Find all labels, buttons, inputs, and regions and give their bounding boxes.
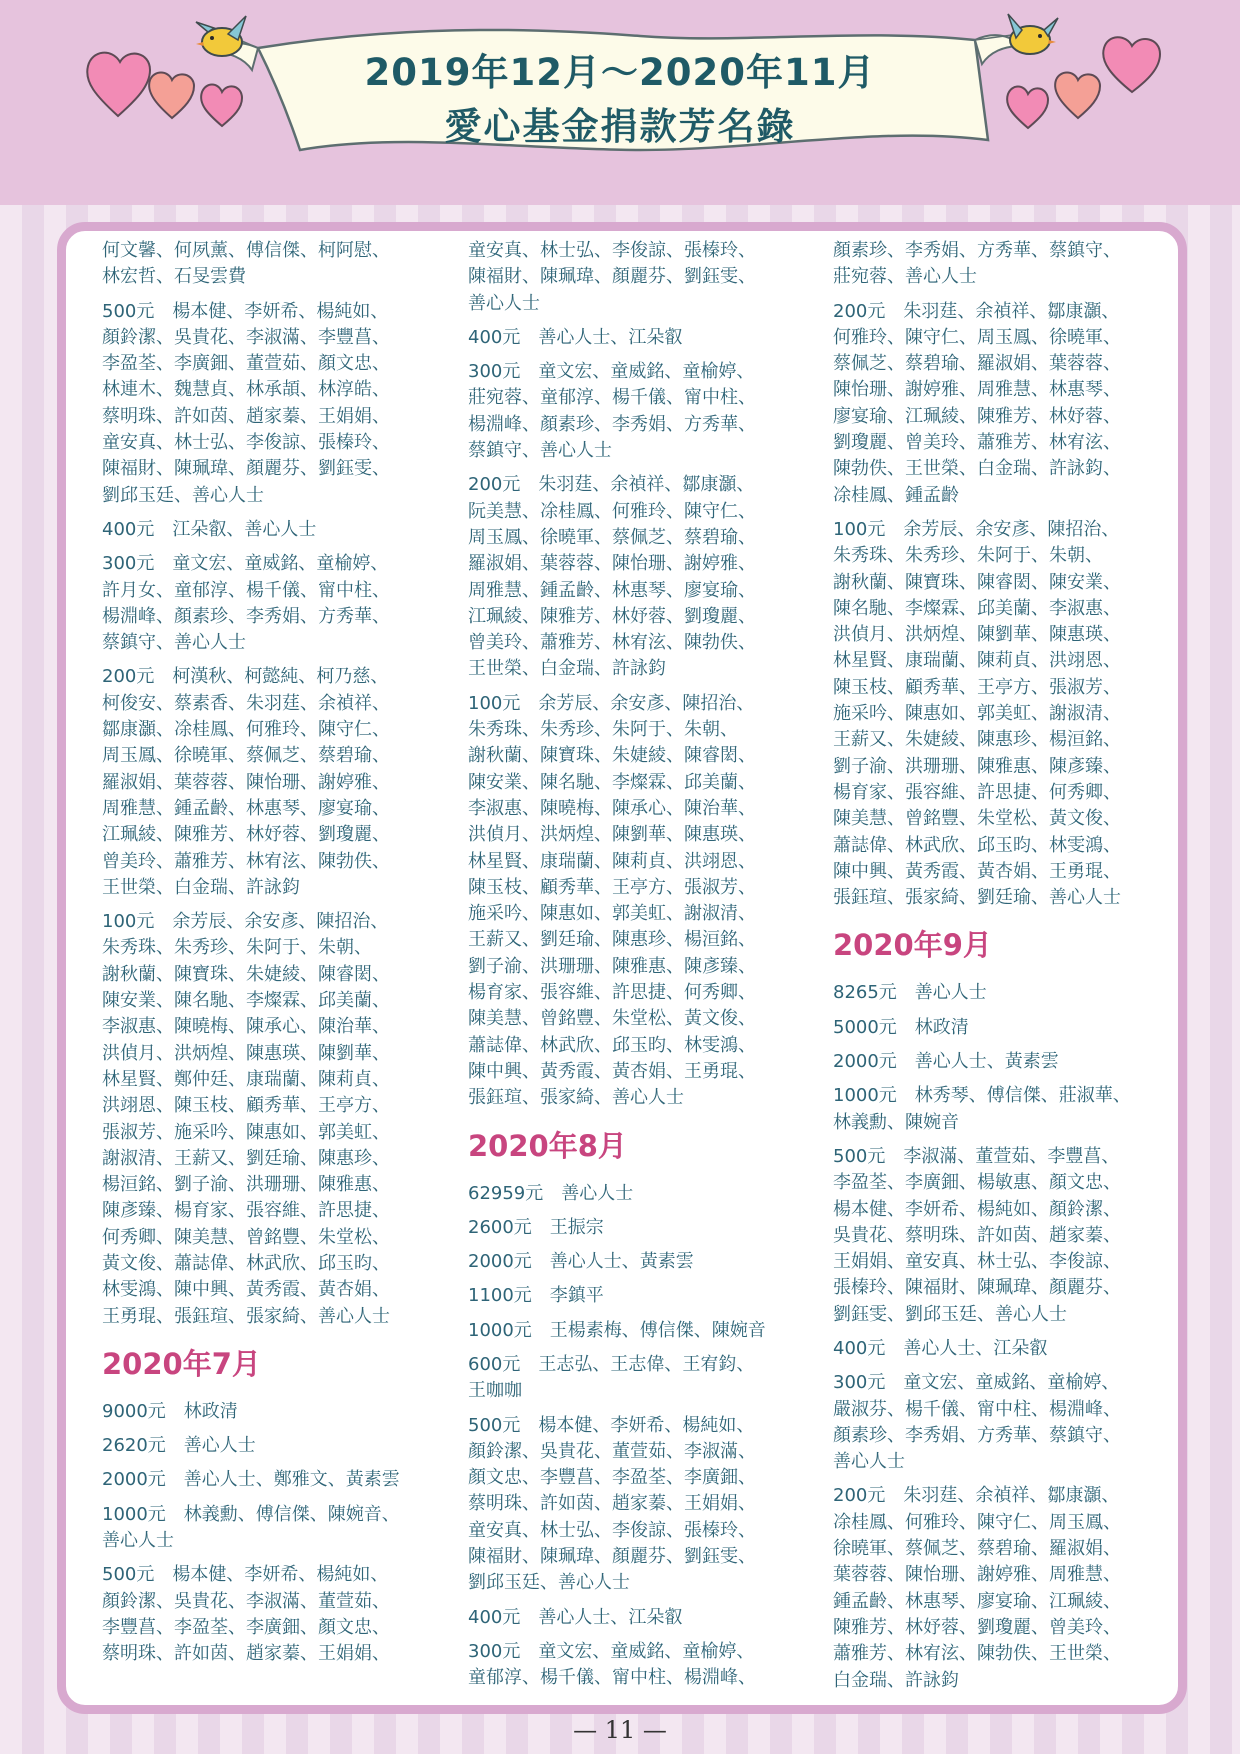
donor-entry: 100元 余芳辰、余安彥、陳招治、 朱秀珠、朱秀珍、朱阿于、朱朝、 謝秋蘭、陳寶珠、朱婕綾、陳睿閎、 陳安業、陳名馳、李燦霖、邱美蘭、 李淑惠、陳曉梅、陳承心、陳治華、 洪偵月、洪炳煌、陳劉華、陳惠瑛、 林星賢、康瑞蘭、陳莉貞、洪翊恩、 陳玉枝、顧秀華、王亭方、張淑芳、 施采吟、陳惠如、郭美虹、謝淑清、 王薪又、劉廷瑜、陳惠珍、楊洹銘、 劉子渝、洪珊珊、陳雅惠、陳彥臻、 楊育家、張容維、許思捷、何秀卿、 陳美慧、曾銘豐、朱堂松、黃文俊、 蕭誌偉、林武欣、邱玉昀、林雯鴻、 陳中興、黃秀霞、黃杏娟、王勇琨、 張鈺瑄、張家綺、善心人士 [468, 692, 756, 1109]
donor-entry: 1000元 王楊素梅、傅信傑、陳婉音 [468, 1319, 766, 1341]
donor-entry: 1000元 林秀琴、傅信傑、莊淑華、 林義勳、陳婉音 [833, 1085, 1131, 1133]
donor-entry: 8265元 善心人士 [833, 982, 987, 1004]
page-title-line1: 2019年12月～2020年11月 [364, 51, 876, 94]
donor-entry: 100元 余芳辰、余安彥、陳招治、 朱秀珠、朱秀珍、朱阿于、朱朝、 謝秋蘭、陳寶珠、朱婕綾、陳睿閎、 陳安業、陳名馳、李燦霖、邱美蘭、 李淑惠、陳曉梅、陳承心、陳治華、 洪偵月、洪炳煌、陳惠瑛、陳劉華、 林星賢、鄭仲廷、康瑞蘭、陳莉貞、 洪翊恩、陳玉枝、顧秀華、王亭方、 張淑芳、施采吟、陳惠如、郭美虹、 謝淑清、王薪又、劉廷瑜、陳惠珍、 楊洹銘、劉子渝、洪珊珊、陳雅惠、 陳彥臻、楊育家、張容維、許思捷、 何秀卿、陳美慧、曾銘豐、朱堂松、 黃文俊、蕭誌偉、林武欣、邱玉昀、 林雯鴻、陳中興、黃秀霞、黃杏娟、 王勇琨、張鈺瑄、張家綺、善心人士 [102, 911, 390, 1327]
donor-entry: 5000元 林政清 [833, 1016, 969, 1038]
donor-entry: 200元 柯漢秋、柯懿純、柯乃慈、 柯俊安、蔡素香、朱羽莛、余禎祥、 鄒康灝、凃桂鳳、何雅玲、陳守仁、 周玉鳳、徐曉軍、蔡佩芝、蔡碧瑜、 羅淑娟、葉蓉蓉、陳怡珊、謝婷雅、 周雅慧、鍾孟齡、林惠琴、廖宴瑜、 江珮綾、陳雅芳、林妤蓉、劉瓊麗、 曾美玲、蕭雅芳、林宥泫、陳勃佚、 王世榮、白金瑞、許詠鈞 [102, 666, 390, 898]
column-1 [102, 238, 432, 1676]
donor-entry: 500元 楊本健、李妍希、楊純如、 顏鈴潔、吳貴花、李淑滿、董萱茹、 李豐菖、李盈荃、李廣鈿、顏文忠、 蔡明珠、許如茵、趙家蓁、王娟娟、 [102, 1564, 390, 1665]
donor-entry: 2620元 善心人士 [102, 1435, 256, 1457]
page-number: — 11 — [573, 1716, 667, 1744]
donor-entry: 2000元 善心人士、黃素雲 [468, 1251, 694, 1273]
donor-entry: 500元 李淑滿、董萱茹、李豐菖、 李盈荃、李廣鈿、楊敏惠、顏文忠、 楊本健、李妍希、楊純如、顏鈴潔、 吳貴花、蔡明珠、許如茵、趙家蓁、 王娟娟、童安真、林士弘、李俊諒、 張榛玲、陳福財、陳珮瑋、顏麗芬、 劉鈺雯、劉邱玉廷、善心人士 [833, 1145, 1121, 1325]
donor-entry: 1100元 李鎮平 [468, 1285, 604, 1307]
donor-entry: 400元 善心人士、江朵叡 [468, 1606, 683, 1628]
donor-entry: 200元 朱羽莛、余禎祥、鄒康灝、 何雅玲、陳守仁、周玉鳳、徐曉軍、 蔡佩芝、蔡碧瑜、羅淑娟、葉蓉蓉、 陳怡珊、謝婷雅、周雅慧、林惠琴、 廖宴瑜、江珮綾、陳雅芳、林妤蓉、 劉瓊麗、曾美玲、蕭雅芳、林宥泫、 陳勃佚、王世榮、白金瑞、許詠鈞、 凃桂鳳、鍾孟齡 [833, 300, 1121, 506]
donor-entry: 童安真、林士弘、李俊諒、張榛玲、 陳福財、陳珮瑋、顏麗芬、劉鈺雯、 善心人士 [468, 240, 756, 314]
donor-entry: 400元 善心人士、江朵叡 [468, 326, 683, 348]
page-title-line2: 愛心基金捐款芳名錄 [444, 105, 796, 148]
donor-entry: 100元 余芳辰、余安彥、陳招治、 朱秀珠、朱秀珍、朱阿于、朱朝、 謝秋蘭、陳寶珠、陳睿閎、陳安業、 陳名馳、李燦霖、邱美蘭、李淑惠、 洪偵月、洪炳煌、陳劉華、陳惠瑛、 林星賢、康瑞蘭、陳莉貞、洪翊恩、 陳玉枝、顧秀華、王亭方、張淑芳、 施采吟、陳惠如、郭美虹、謝淑清、 王薪又、朱婕綾、陳惠珍、楊洹銘、 劉子渝、洪珊珊、陳雅惠、陳彥臻、 楊育家、張容維、許思捷、何秀卿、 陳美慧、曾銘豐、朱堂松、黃文俊、 蕭誌偉、林武欣、邱玉昀、林雯鴻、 陳中興、黃秀霞、黃杏娟、王勇琨、 張鈺瑄、張家綺、劉廷瑜、善心人士 [833, 518, 1121, 909]
column-2 [468, 238, 798, 1700]
donor-entry: 300元 童文宏、童威銘、童榆婷、 嚴淑芬、楊千儀、甯中柱、楊淵峰、 顏素珍、李秀娟、方秀華、蔡鎮守、 善心人士 [833, 1372, 1121, 1473]
donor-entry: 200元 朱羽莛、余禎祥、鄒康灝、 阮美慧、凃桂鳳、何雅玲、陳守仁、 周玉鳳、徐曉軍、蔡佩芝、蔡碧瑜、 羅淑娟、葉蓉蓉、陳怡珊、謝婷雅、 周雅慧、鍾孟齡、林惠琴、廖宴瑜、 江珮綾、陳雅芳、林妤蓉、劉瓊麗、 曾美玲、蕭雅芳、林宥泫、陳勃佚、 王世榮、白金瑞、許詠鈞 [468, 474, 756, 680]
donor-entry: 500元 楊本健、李妍希、楊純如、 顏鈴潔、吳貴花、李淑滿、李豐菖、 李盈荃、李廣鈿、董萱茹、顏文忠、 林連木、魏慧貞、林承頡、林淳皓、 蔡明珠、許如茵、趙家蓁、王娟娟、 童安真、林士弘、李俊諒、張榛玲、 陳福財、陳珮瑋、顏麗芬、劉鈺雯、 劉邱玉廷、善心人士 [102, 300, 390, 506]
donor-entry: 300元 童文宏、童威銘、童榆婷、 許月女、童郁淳、楊千儀、甯中柱、 楊淵峰、顏素珍、李秀娟、方秀華、 蔡鎮守、善心人士 [102, 553, 390, 654]
donor-entry: 1000元 林義勳、傅信傑、陳婉音、 善心人士 [102, 1503, 400, 1552]
donor-entry: 2000元 善心人士、鄭雅文、黃素雲 [102, 1469, 400, 1491]
donor-entry: 62959元 善心人士 [468, 1182, 634, 1204]
donor-entry: 300元 童文宏、童威銘、童榆婷、 莊宛蓉、童郁淳、楊千儀、甯中柱、 楊淵峰、顏素珍、李秀娟、方秀華、 蔡鎮守、善心人士 [468, 361, 756, 462]
donor-entry: 200元 朱羽莛、余禎祥、鄒康灝、 凃桂鳳、何雅玲、陳守仁、周玉鳳、 徐曉軍、蔡佩芝、蔡碧瑜、羅淑娟、 葉蓉蓉、陳怡珊、謝婷雅、周雅慧、 鍾孟齡、林惠琴、廖宴瑜、江珮綾、 陳雅芳、林妤蓉、劉瓊麗、曾美玲、 蕭雅芳、林宥泫、陳勃佚、王世榮、 白金瑞、許詠鈞 [833, 1485, 1121, 1691]
donor-entry: 顏素珍、李秀娟、方秀華、蔡鎮守、 莊宛蓉、善心人士 [833, 240, 1121, 288]
column-3 [833, 238, 1163, 1702]
donor-entry: 400元 善心人士、江朵叡 [833, 1337, 1048, 1359]
donor-entry: 600元 王志弘、王志偉、王宥鈞、 王咖咖 [468, 1353, 755, 1402]
donor-entry: 400元 江朵叡、善心人士 [102, 518, 317, 540]
month-heading: 2020年7月 [102, 1346, 261, 1381]
donor-entry: 何文馨、何夙薰、傅信傑、柯阿慰、 林宏哲、石旻雲費 [102, 240, 390, 288]
month-heading: 2020年9月 [833, 928, 992, 963]
donor-entry: 300元 童文宏、童威銘、童榆婷、 童郁淳、楊千儀、甯中柱、楊淵峰、 [468, 1640, 756, 1689]
month-heading: 2020年8月 [468, 1128, 627, 1163]
donor-entry: 9000元 林政清 [102, 1400, 238, 1422]
donor-entry: 500元 楊本健、李妍希、楊純如、 顏鈴潔、吳貴花、董萱茹、李淑滿、 顏文忠、李豐菖、李盈荃、李廣鈿、 蔡明珠、許如茵、趙家蓁、王娟娟、 童安真、林士弘、李俊諒、張榛玲、 陳福財、陳珮瑋、顏麗芬、劉鈺雯、 劉邱玉廷、善心人士 [468, 1414, 756, 1594]
donor-entry: 2600元 王振宗 [468, 1216, 604, 1238]
donor-entry: 2000元 善心人士、黃素雲 [833, 1051, 1059, 1073]
